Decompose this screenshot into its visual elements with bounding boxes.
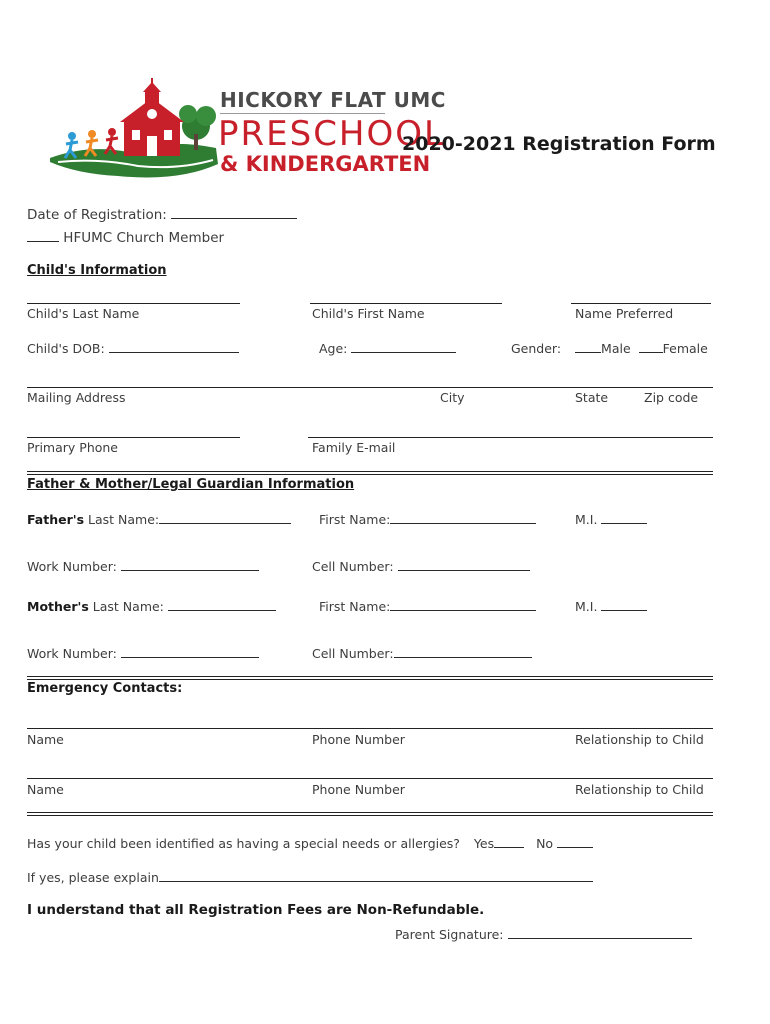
name-preferred-label: Name Preferred <box>575 306 674 321</box>
emergency-2-name-label: Name <box>27 782 64 797</box>
father-cell-field[interactable] <box>398 558 530 571</box>
father-label: Father's <box>27 512 85 527</box>
father-work-label: Work Number: <box>27 559 117 574</box>
mother-mi <box>575 598 647 614</box>
child-age-field[interactable] <box>351 340 456 353</box>
father-last-name-field[interactable] <box>159 511 291 524</box>
section-divider <box>27 812 713 816</box>
special-yes-field[interactable] <box>494 835 524 848</box>
date-field[interactable] <box>171 206 297 219</box>
mother-first-name <box>319 598 536 614</box>
father-work-number <box>27 558 259 574</box>
father-mi-field[interactable] <box>601 511 647 524</box>
emergency-2-relationship-label: Relationship to Child <box>575 782 704 797</box>
state-label: State <box>575 390 609 405</box>
name-preferred-field[interactable] <box>571 303 711 304</box>
mailing-address-label: Mailing Address <box>27 390 126 405</box>
church-member-field[interactable] <box>27 229 59 242</box>
child-dob <box>27 340 239 356</box>
family-email-label: Family E-mail <box>312 440 396 455</box>
mother-last-name-label: Last Name: <box>92 599 164 614</box>
emergency-heading: Emergency Contacts: <box>27 681 183 696</box>
mother-mi-label: M.I. <box>575 599 598 614</box>
child-dob-field[interactable] <box>109 340 239 353</box>
mother-first-name-field[interactable] <box>390 598 536 611</box>
zip-code-label: Zip code <box>644 390 699 405</box>
primary-phone-field[interactable] <box>27 437 240 438</box>
child-first-name-field[interactable] <box>310 303 502 304</box>
father-mi-label: M.I. <box>575 512 598 527</box>
father-first-name-field[interactable] <box>390 511 536 524</box>
mother-last-name <box>27 598 276 614</box>
logo-line1: HICKORY FLAT UMC <box>220 88 446 112</box>
gender-label: Gender: <box>511 341 562 356</box>
child-last-name-label: Child's Last Name <box>27 306 140 321</box>
mother-cell-number <box>312 645 532 661</box>
primary-phone-label: Primary Phone <box>27 440 118 455</box>
child-info-heading: Child's Information <box>27 263 167 278</box>
special-explain-label: If yes, please explain <box>27 870 159 885</box>
special-yes-label: Yes <box>473 836 495 851</box>
father-work-field[interactable] <box>121 558 259 571</box>
date-of-registration <box>27 206 297 223</box>
gender-male-label: Male <box>601 341 631 356</box>
special-explain-field[interactable] <box>159 869 593 882</box>
mother-cell-label: Cell Number: <box>312 646 394 661</box>
parent-signature-label: Parent Signature: <box>395 927 504 942</box>
child-last-name-field[interactable] <box>27 303 240 304</box>
refund-notice: I understand that all Registration Fees are Non-Refundable. <box>27 902 485 918</box>
child-first-name-label: Child's First Name <box>312 306 425 321</box>
guardian-heading: Father & Mother/Legal Guardian Information <box>27 477 355 492</box>
page-title: 2020-2021 Registration Form <box>402 133 716 155</box>
father-first-name <box>319 511 536 527</box>
special-needs-question <box>27 835 593 851</box>
section-divider <box>27 676 713 680</box>
family-email-field[interactable] <box>308 437 713 438</box>
child-age-label: Age: <box>319 341 348 356</box>
gender-female-label: Female <box>662 341 708 356</box>
church-member-label: HFUMC Church Member <box>63 230 225 246</box>
emergency-contact-1-field[interactable] <box>27 728 713 729</box>
mother-cell-field[interactable] <box>394 645 532 658</box>
gender-female-field[interactable] <box>639 340 663 353</box>
mailing-address-field[interactable] <box>27 387 713 388</box>
father-first-name-label: First Name: <box>319 512 391 527</box>
parent-signature <box>395 926 692 942</box>
child-age <box>319 340 456 356</box>
mother-work-label: Work Number: <box>27 646 117 661</box>
emergency-contact-2-field[interactable] <box>27 778 713 779</box>
special-no-label: No <box>536 836 554 851</box>
logo-line2: PRESCHOOL <box>218 114 445 154</box>
father-mi <box>575 511 647 527</box>
special-needs-label: Has your child been identified as having a special needs or allergies? <box>27 836 460 851</box>
father-cell-number <box>312 558 530 574</box>
mother-label: Mother's <box>27 599 89 614</box>
gender-male-field[interactable] <box>575 340 601 353</box>
mother-mi-field[interactable] <box>601 598 647 611</box>
father-last-name-label: Last Name: <box>88 512 160 527</box>
mother-work-field[interactable] <box>121 645 259 658</box>
schoolhouse-logo-icon <box>48 78 220 186</box>
date-label: Date of Registration: <box>27 207 167 223</box>
special-no-field[interactable] <box>557 835 593 848</box>
father-cell-label: Cell Number: <box>312 559 394 574</box>
emergency-1-relationship-label: Relationship to Child <box>575 732 704 747</box>
logo <box>48 78 446 188</box>
child-dob-label: Child's DOB: <box>27 341 105 356</box>
emergency-1-name-label: Name <box>27 732 64 747</box>
logo-line3: & KINDERGARTEN <box>220 152 431 176</box>
mother-work-number <box>27 645 259 661</box>
city-label: City <box>440 390 465 405</box>
mother-first-name-label: First Name: <box>319 599 391 614</box>
section-divider <box>27 471 713 475</box>
father-last-name <box>27 511 291 527</box>
church-member <box>27 229 224 246</box>
child-gender <box>511 340 708 356</box>
mother-last-name-field[interactable] <box>168 598 276 611</box>
parent-signature-field[interactable] <box>508 926 692 939</box>
emergency-1-phone-label: Phone Number <box>312 732 405 747</box>
emergency-2-phone-label: Phone Number <box>312 782 405 797</box>
special-explain <box>27 869 593 885</box>
